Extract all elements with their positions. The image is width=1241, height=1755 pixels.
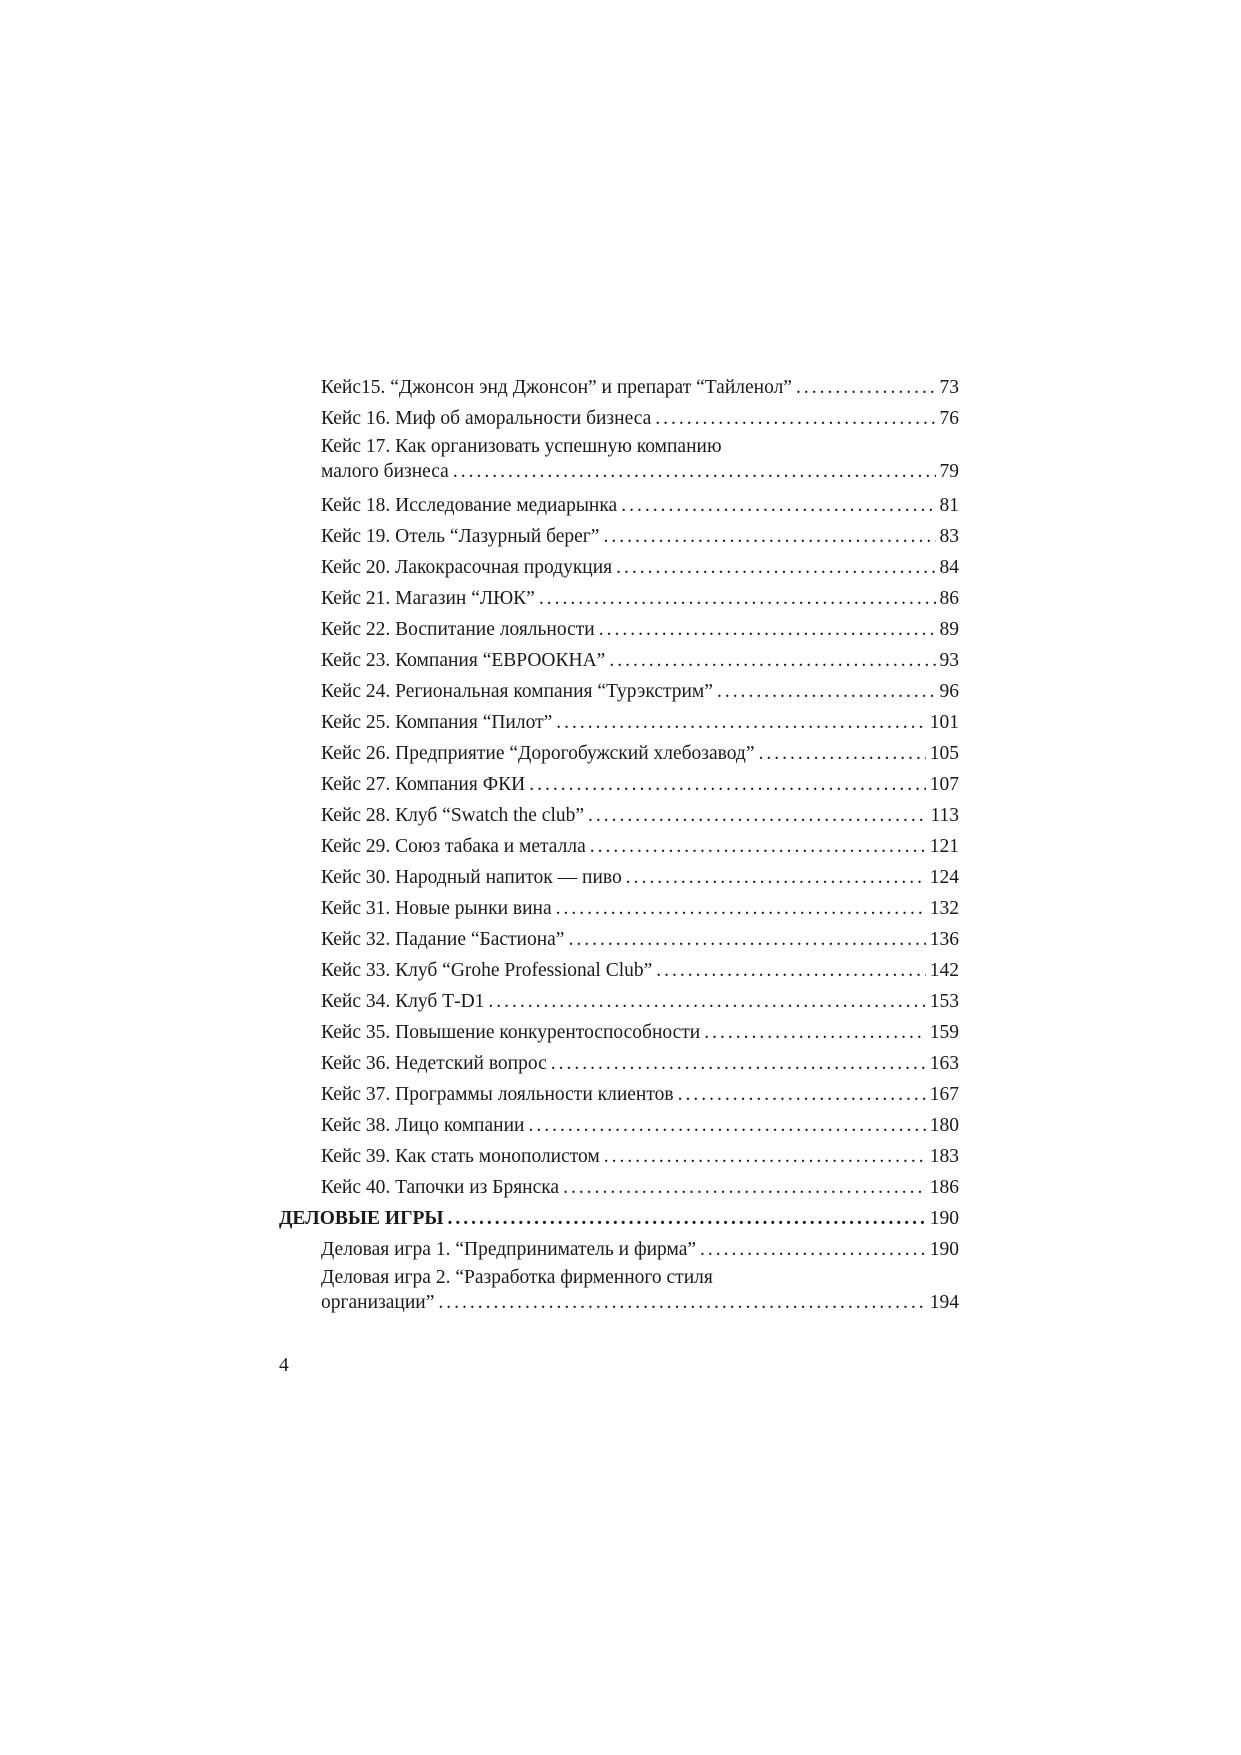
toc-entry-title: Кейс 27. Компания ФКИ	[321, 774, 526, 795]
toc-leader-dots	[604, 1141, 926, 1172]
toc-entry-title: Кейс 26. Предприятие “Дорогобужский хлебозавод”	[321, 743, 755, 764]
toc-leader-dots	[616, 552, 935, 583]
toc-entry	[321, 459, 959, 484]
toc-leader-dots	[529, 769, 926, 800]
toc-leader-dots	[590, 831, 926, 862]
toc-entry-title: Кейс 33. Клуб “Grohe Professional Club”	[321, 960, 653, 981]
toc-entry-title: Кейс 18. Исследование медиарынка	[321, 495, 618, 516]
toc-leader-dots	[700, 1234, 926, 1265]
toc-leader-dots	[568, 924, 925, 955]
toc-entry-page: 93	[939, 650, 959, 671]
toc-entry-title: Кейс 35. Повышение конкурентоспособности	[321, 1022, 701, 1043]
toc-entry[interactable]	[279, 676, 959, 707]
toc-entry-page: 183	[929, 1146, 959, 1167]
toc-entry-page: 167	[929, 1084, 959, 1105]
toc-entry-page: 190	[929, 1239, 959, 1260]
toc-entry-title: Кейс 36. Недетский вопрос	[321, 1053, 547, 1074]
toc-entry-title: Кейс 37. Программы лояльности клиентов	[321, 1084, 674, 1105]
toc-leader-dots	[453, 459, 936, 484]
toc-entry-page: 86	[939, 588, 959, 609]
toc-entry-page: 84	[939, 557, 959, 578]
toc-section-heading[interactable]	[279, 1203, 959, 1234]
toc-entry-title-line1: Кейс 17. Как организовать успешную компанию	[321, 436, 722, 457]
toc-entry-title: Кейс 16. Миф об аморальности бизнеса	[321, 408, 652, 429]
toc-leader-dots	[626, 862, 926, 893]
toc-entry-title: Кейс 22. Воспитание лояльности	[321, 619, 595, 640]
toc-entry-page: 96	[939, 681, 959, 702]
toc-entry[interactable]	[279, 583, 959, 614]
toc-entry[interactable]	[279, 831, 959, 862]
toc-entry-page: 81	[939, 495, 959, 516]
toc-entry	[321, 1290, 959, 1315]
toc-entry-title: Кейс 20. Лакокрасочная продукция	[321, 557, 613, 578]
toc-entry[interactable]	[279, 1172, 959, 1203]
toc-leader-dots	[448, 1203, 926, 1234]
toc-entry[interactable]	[279, 738, 959, 769]
toc-entry-page: 105	[929, 743, 959, 764]
toc-entry[interactable]	[279, 862, 959, 893]
toc-entry-title: Кейс 25. Компания “Пилот”	[321, 712, 553, 733]
toc-entry-page: 124	[929, 867, 959, 888]
toc-entry-title: Кейс 29. Союз табака и металла	[321, 836, 586, 857]
toc-leader-dots	[551, 1048, 926, 1079]
toc-entry-page: 159	[929, 1022, 959, 1043]
toc-entry[interactable]	[279, 986, 959, 1017]
toc-entry-page: 194	[929, 1292, 959, 1313]
table-of-contents	[279, 372, 959, 1321]
toc-entry[interactable]	[279, 552, 959, 583]
toc-entry[interactable]	[279, 1079, 959, 1110]
toc-entry-page: 180	[929, 1115, 959, 1136]
toc-entry-page: 79	[939, 461, 959, 482]
toc-entry-page: 142	[929, 960, 959, 981]
toc-entry-page: 76	[939, 408, 959, 429]
toc-leader-dots	[621, 490, 935, 521]
toc-entry-multiline[interactable]	[279, 434, 959, 484]
toc-entry-title: Кейс 32. Падание “Бастиона”	[321, 929, 565, 950]
toc-entry[interactable]	[279, 924, 959, 955]
toc-entry-page: 186	[929, 1177, 959, 1198]
toc-leader-dots	[438, 1290, 925, 1315]
toc-entry[interactable]	[279, 955, 959, 986]
toc-entry[interactable]	[279, 769, 959, 800]
toc-entry[interactable]	[279, 1141, 959, 1172]
toc-entry[interactable]	[279, 645, 959, 676]
toc-entry-title-line1: Деловая игра 2. “Разработка фирменного стиля	[321, 1267, 713, 1288]
toc-entry[interactable]	[279, 1234, 959, 1265]
toc-entry[interactable]	[279, 707, 959, 738]
toc-entry-title: Кейс 19. Отель “Лазурный берег”	[321, 526, 600, 547]
toc-entry[interactable]	[279, 1017, 959, 1048]
toc-entry-page: 89	[939, 619, 959, 640]
toc-entry-title-line2: малого бизнеса	[321, 461, 449, 482]
toc-leader-dots	[717, 676, 936, 707]
toc-entry-title: Кейс 23. Компания “ЕВРООКНА”	[321, 650, 606, 671]
toc-entry-page: 73	[939, 377, 959, 398]
toc-entry-title: Кейс 39. Как стать монополистом	[321, 1146, 600, 1167]
toc-entry[interactable]	[279, 372, 959, 403]
toc-section-title: ДЕЛОВЫЕ ИГРЫ	[279, 1208, 444, 1229]
toc-entry-title: Кейс 30. Народный напиток — пиво	[321, 867, 622, 888]
toc-entry-page: 101	[929, 712, 959, 733]
toc-entry[interactable]	[279, 490, 959, 521]
toc-entry-page: 107	[929, 774, 959, 795]
toc-leader-dots	[599, 614, 936, 645]
toc-leader-dots	[796, 372, 936, 403]
toc-entry-title: Кейс 21. Магазин “ЛЮК”	[321, 588, 535, 609]
toc-entry[interactable]	[279, 614, 959, 645]
toc-leader-dots	[678, 1079, 926, 1110]
toc-leader-dots	[704, 1017, 926, 1048]
toc-leader-dots	[539, 583, 936, 614]
toc-entry-page: 163	[929, 1053, 959, 1074]
toc-entry-page: 121	[929, 836, 959, 857]
toc-entry-title: Кейс 38. Лицо компании	[321, 1115, 525, 1136]
toc-leader-dots	[528, 1110, 925, 1141]
toc-entry-page: 113	[930, 805, 959, 826]
toc-entry-title: Кейс 24. Региональная компания “Турэкстрим”	[321, 681, 713, 702]
toc-entry[interactable]	[279, 403, 959, 434]
toc-entry[interactable]	[279, 521, 959, 552]
toc-entry[interactable]	[279, 1048, 959, 1079]
toc-leader-dots	[556, 707, 925, 738]
toc-entry-title: Кейс 31. Новые рынки вина	[321, 898, 552, 919]
toc-entry-title-line2: организации”	[321, 1292, 435, 1313]
toc-entry-page: 132	[929, 898, 959, 919]
toc-leader-dots	[609, 645, 935, 676]
toc-leader-dots	[656, 955, 925, 986]
toc-entry-title: Кейс 28. Клуб “Swatch the club”	[321, 805, 585, 826]
toc-entry-title: Кейс 34. Клуб Т-D1	[321, 991, 485, 1012]
toc-entry-page: 153	[929, 991, 959, 1012]
toc-leader-dots	[563, 1172, 926, 1203]
toc-entry-page: 190	[929, 1208, 959, 1229]
toc-entry-title: Кейс 40. Тапочки из Брянска	[321, 1177, 560, 1198]
toc-leader-dots	[588, 800, 926, 831]
toc-leader-dots	[488, 986, 925, 1017]
toc-leader-dots	[655, 403, 935, 434]
toc-entry-title: Кейс15. “Джонсон энд Джонсон” и препарат “Тайленол”	[321, 377, 792, 398]
toc-leader-dots	[603, 521, 935, 552]
toc-leader-dots	[759, 738, 926, 769]
toc-entry[interactable]	[279, 800, 959, 831]
toc-entry[interactable]	[279, 893, 959, 924]
toc-entry-multiline[interactable]	[279, 1265, 959, 1315]
toc-entry-page: 136	[929, 929, 959, 950]
page-number: 4	[279, 1355, 289, 1376]
toc-entry[interactable]	[279, 1110, 959, 1141]
toc-leader-dots	[556, 893, 926, 924]
toc-entry-page: 83	[939, 526, 959, 547]
toc-entry-title: Деловая игра 1. “Предприниматель и фирма”	[321, 1239, 697, 1260]
